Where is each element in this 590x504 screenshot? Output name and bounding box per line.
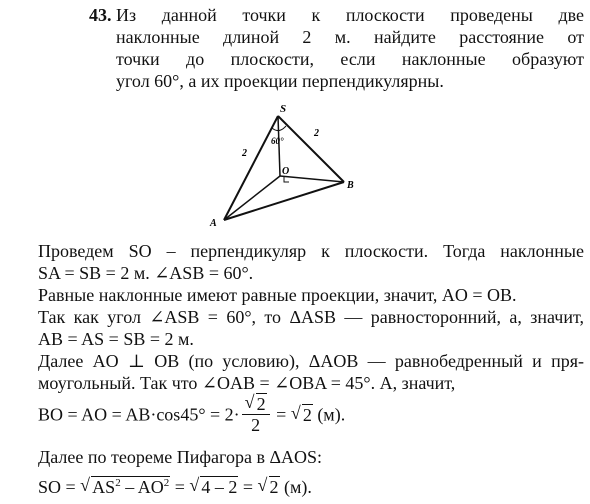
segment-OB <box>280 176 344 182</box>
problem-line: наклонные длиной 2 м. найдите расстояние от <box>116 27 584 47</box>
solution-line: SA = SB = 2 м. ∠ASB = 60°. <box>38 263 254 283</box>
problem-line: точки до плоскости, если наклонные образуют <box>116 49 584 69</box>
height-SO <box>278 116 280 176</box>
sqrt <box>245 394 267 414</box>
pyramid-diagram <box>200 98 370 228</box>
radicand: 4 – 2 <box>201 477 238 497</box>
sqrt <box>189 476 238 498</box>
solution-line: Так как угол ∠ASB = 60°, то ΔASB — равносторонний, а, значит, <box>38 307 584 327</box>
label-O: O <box>282 166 290 177</box>
solution-line: моугольный. Так что ∠OAB = ∠OBA = 45°. А, значит, <box>38 373 456 393</box>
pyramid-figure <box>200 98 370 228</box>
equals: = <box>271 404 291 425</box>
radicand: 2 <box>269 477 279 497</box>
fraction <box>242 394 270 435</box>
segment-OA <box>224 176 280 220</box>
label-A: A <box>210 218 217 228</box>
label-SA-length: 2 <box>242 148 247 159</box>
radical-sign: √ <box>290 402 301 423</box>
label-S: S <box>280 103 287 115</box>
problem-statement <box>89 4 584 92</box>
radicand <box>91 476 170 497</box>
sqrt <box>258 476 280 498</box>
term-as: AS <box>92 477 116 497</box>
sqrt <box>291 404 313 426</box>
exponent: 2 <box>163 477 170 489</box>
radical-sign: √ <box>189 475 200 495</box>
problem-number: 43. <box>89 5 112 25</box>
equals: = <box>238 477 258 497</box>
solution-line: Равные наклонные имеют равные проекции, значит, AO = OB. <box>38 285 517 305</box>
unit: (м). <box>279 477 312 497</box>
equals: = <box>170 477 190 497</box>
edge-SA <box>224 116 278 220</box>
formula-bo-prefix: BO = AO = AB·cos45° = 2· <box>38 404 240 425</box>
term-ao: – AO <box>120 477 164 497</box>
sqrt <box>80 476 170 498</box>
problem-line: угол 60°, а их проекции перпендикулярны. <box>116 71 444 91</box>
denominator: 2 <box>251 415 261 435</box>
radical-sign: √ <box>244 392 255 412</box>
radicand: 2 <box>256 394 266 414</box>
formula-so-prefix: SO = <box>38 477 81 497</box>
formula-bo <box>38 394 584 446</box>
label-B: B <box>347 180 354 191</box>
solution-line: AB = AS = SB = 2 м. <box>38 329 194 349</box>
radicand: 2 <box>302 404 312 425</box>
label-SB-length: 2 <box>314 128 319 139</box>
unit: (м). <box>312 404 346 425</box>
label-angle: 60° <box>271 136 284 146</box>
right-angle-mark <box>284 177 289 182</box>
radical-sign: √ <box>257 475 268 495</box>
solution-text <box>38 240 584 498</box>
radical-sign: √ <box>80 475 91 495</box>
solution-line: Проведем SO – перпендикуляр к плоскости. Тогда наклонные <box>38 241 584 261</box>
solution-line: Далее AO ⊥ OB (по условию), ΔAOB — равнобедренный и пря- <box>38 351 584 371</box>
edge-AB <box>224 182 344 220</box>
exponent: 2 <box>115 477 121 489</box>
formula-so <box>38 476 584 498</box>
problem-line: Из данной точки к плоскости проведены две <box>116 5 584 25</box>
solution-line: Далее по теореме Пифагора в ΔAOS: <box>38 447 323 467</box>
